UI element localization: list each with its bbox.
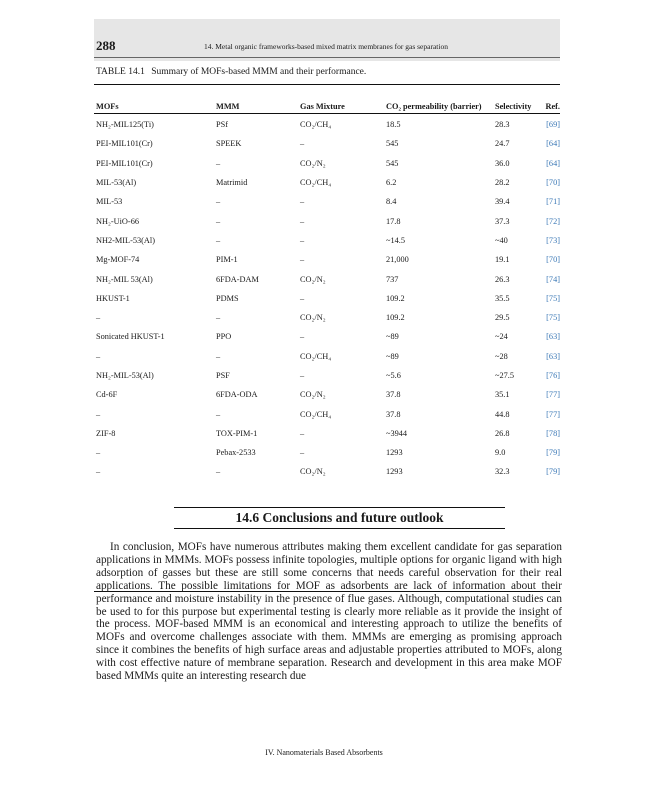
col-header-gas-mixture: Gas Mixture [300,102,345,111]
table-caption [96,67,366,77]
cell-selectivity: 37.3 [495,216,510,226]
table-row [96,269,560,288]
mof-table [96,90,560,482]
cell-selectivity: ~27.5 [495,371,515,380]
cell-co2-permeability: 737 [386,274,399,284]
cell-co2-permeability: 109.2 [386,293,405,303]
cell-mof: Cd-6F [96,390,118,400]
cell-co2-permeability: ~89 [386,332,399,342]
cell-selectivity: 24.7 [495,139,510,149]
cell-selectivity: 29.5 [495,313,510,323]
cell-ref[interactable]: [75] [546,293,560,303]
cell-selectivity: 28.3 [495,120,510,130]
table-caption-label: TABLE 14.1 [96,67,145,77]
cell-co2-permeability: 545 [386,158,399,168]
cell-co2-permeability: ~5.6 [386,371,401,380]
cell-co2-permeability: 109.2 [386,313,405,323]
section-title-bottom-rule [174,528,505,529]
cell-selectivity: 9.0 [495,448,506,458]
cell-mof: NH₂-MIL-53(Al) [96,371,154,380]
cell-ref[interactable]: [64] [546,139,560,149]
cell-mmm: – [216,158,221,168]
cell-ref[interactable]: [74] [546,274,560,284]
cell-selectivity: 36.0 [495,158,510,168]
cell-ref[interactable]: [64] [546,158,560,168]
cell-mof: MIL-53 [96,197,123,207]
cell-mmm: TOX-PIM-1 [216,428,258,438]
cell-gas-mixture: CO₂/CH₄ [300,351,332,361]
cell-gas-mixture: – [300,255,305,265]
table-row [96,173,560,192]
cell-ref[interactable]: [69] [546,120,560,130]
cell-gas-mixture: – [300,428,305,438]
cell-co2-permeability: ~14.5 [386,235,406,245]
cell-ref[interactable]: [72] [546,216,560,226]
cell-mmm: 6FDA-ODA [216,390,258,400]
cell-selectivity: 26.8 [495,428,510,438]
table-row [96,327,560,346]
cell-gas-mixture: – [300,216,305,226]
cell-selectivity: 35.5 [495,293,510,303]
cell-mmm: – [216,313,221,323]
cell-ref[interactable]: [63] [546,351,560,361]
cell-mof: HKUST-1 [96,293,130,303]
cell-ref[interactable]: [70] [546,178,560,188]
cell-co2-permeability: 1293 [386,448,403,458]
cell-co2-permeability: 37.8 [386,390,401,400]
cell-mof: – [96,351,101,361]
cell-mof: NH2-MIL-53(Al) [96,235,155,245]
table-body [96,112,560,482]
cell-ref[interactable]: [76] [546,371,560,380]
table-row [96,424,560,443]
cell-gas-mixture: CO₂/CH₄ [300,178,332,188]
cell-mmm: PSf [216,120,228,130]
cell-co2-permeability: 17.8 [386,216,401,226]
cell-mof: – [96,409,101,419]
cell-ref[interactable]: [79] [546,467,560,477]
cell-gas-mixture: CO₂/N₂ [300,390,326,400]
cell-mof: NH₂-MIL125(Ti) [96,120,154,130]
section-title-top-rule [174,507,505,508]
header-rule [94,57,560,58]
table-caption-text: Summary of MOFs-based MMM and their performance. [151,67,367,77]
table-row [96,192,560,211]
table-top-rule [94,84,560,85]
cell-gas-mixture: CO₂/N₂ [300,313,326,323]
cell-co2-permeability: ~89 [386,351,399,361]
cell-co2-permeability: 37.8 [386,409,401,419]
cell-co2-permeability: ~3944 [386,428,408,438]
page-number: 288 [96,38,116,53]
cell-selectivity: 26.3 [495,274,510,284]
section-title: 14.6 Conclusions and future outlook [235,510,444,525]
table-row [96,154,560,173]
cell-gas-mixture: – [300,371,305,380]
table-row [96,462,560,481]
cell-mmm: – [216,467,221,477]
cell-mof: NH₂-MIL 53(Al) [96,274,153,284]
cell-selectivity: 44.8 [495,409,510,419]
cell-mmm: Matrimid [216,178,248,188]
cell-gas-mixture: CO₂/N₂ [300,467,326,477]
cell-co2-permeability: 6.2 [386,178,397,188]
cell-gas-mixture: CO₂/N₂ [300,158,326,168]
table-row [96,231,560,250]
table-row [96,366,560,385]
cell-mmm: PIM-1 [216,255,238,265]
cell-mof: – [96,467,101,477]
running-head: 14. Metal organic frameworks-based mixed matrix membranes for gas separation [204,42,448,51]
cell-gas-mixture: CO₂/CH₄ [300,120,332,130]
cell-gas-mixture: – [300,448,305,458]
table-row [96,308,560,327]
cell-mof: NH₂-UiO-66 [96,216,139,226]
cell-mof: Mg-MOF-74 [96,255,140,265]
cell-mof: ZIF-8 [96,428,116,438]
page-footer: IV. Nanomaterials Based Absorbents [265,748,383,757]
cell-mof: – [96,448,101,458]
col-header-selectivity: Selectivity [495,102,532,111]
table-row [96,443,560,462]
table-row [96,385,560,404]
cell-mof: MIL-53(Al) [96,178,137,188]
cell-selectivity: ~28 [495,351,508,361]
cell-gas-mixture: – [300,139,305,149]
col-header-mmm: MMM [216,102,240,111]
table-row [96,134,560,153]
cell-mof: PEI-MIL101(Cr) [96,158,153,168]
cell-gas-mixture: CO₂/N₂ [300,274,326,284]
cell-ref[interactable]: [77] [546,409,560,419]
cell-mmm: – [216,351,221,361]
cell-gas-mixture: – [300,332,305,342]
cell-mof: PEI-MIL101(Cr) [96,139,153,149]
cell-mmm: PSF [216,371,230,380]
cell-mmm: 6FDA-DAM [216,274,259,284]
cell-mmm: PPO [216,332,232,342]
table-row [96,112,560,134]
cell-gas-mixture: – [300,197,305,207]
table-row [96,289,560,308]
table-row [96,211,560,230]
table-row [96,250,560,269]
cell-mmm: PDMS [216,293,239,303]
cell-co2-permeability: 545 [386,139,399,149]
cell-mmm: – [216,216,221,226]
cell-ref[interactable]: [73] [546,235,560,245]
col-header-ref: Ref. [545,102,560,111]
cell-selectivity: 32.3 [495,467,510,477]
header-band [94,19,560,61]
cell-mmm: – [216,197,221,207]
cell-mmm: SPEEK [216,139,242,149]
cell-mmm: – [216,235,221,245]
col-header-mofs: MOFs [96,102,119,111]
col-header-co2-permeability: CO₂ permeability (barrier) [386,102,482,111]
cell-selectivity: 35.1 [495,390,510,400]
cell-mmm: – [216,409,221,419]
cell-selectivity: 28.2 [495,178,510,188]
cell-mmm: Pebax-2533 [216,448,256,458]
cell-gas-mixture: CO₂/CH₄ [300,409,332,419]
cell-co2-permeability: 18.5 [386,120,401,130]
cell-co2-permeability: 8.4 [386,197,397,207]
cell-selectivity: ~40 [495,235,508,245]
body-paragraph: In conclusion, MOFs have numerous attributes making them excellent candidate for gas separation applications in MMMs. MOFs possess infinite topologies, multiple options for organic ligand with high adsorption of gasses but these are still some concerns that needs careful observation for their real applications. The possible limitations for MOF as adsorbents are lack of information about their performance and moisture instability in the presence of flue gases. Although, computational studies can be used to for this purpose but experimental testing is clearly more reliable as it provide the insight of the process. MOF-based MMM is an economical and interesting approach to utilize the benefits of MOFs and overcome challenges associate with them. MMMs are emerging as promising approach since it combines the benefits of high surface areas and adjustable properties attributed to MOFs, along with cost effective nature of membrane separation. Research and development in this area make MOF based MMMs quite an interesting research due [96,541,562,683]
cell-ref[interactable]: [71] [546,197,560,207]
cell-mof: Sonicated HKUST-1 [96,332,165,342]
cell-mof: – [96,313,101,323]
cell-selectivity: 39.4 [495,197,510,207]
table-header-row [96,90,560,112]
cell-co2-permeability: 1293 [386,467,403,477]
table-row [96,347,560,366]
cell-ref[interactable]: [77] [546,390,560,400]
table-row [96,404,560,423]
cell-gas-mixture: – [300,235,305,245]
cell-ref[interactable]: [78] [546,428,560,438]
cell-selectivity: 19.1 [495,255,510,265]
cell-ref[interactable]: [70] [546,255,560,265]
cell-ref[interactable]: [79] [546,448,560,458]
cell-selectivity: ~24 [495,332,508,342]
cell-ref[interactable]: [63] [546,332,560,342]
cell-co2-permeability: 21,000 [386,255,409,265]
cell-gas-mixture: – [300,293,305,303]
cell-ref[interactable]: [75] [546,313,560,323]
